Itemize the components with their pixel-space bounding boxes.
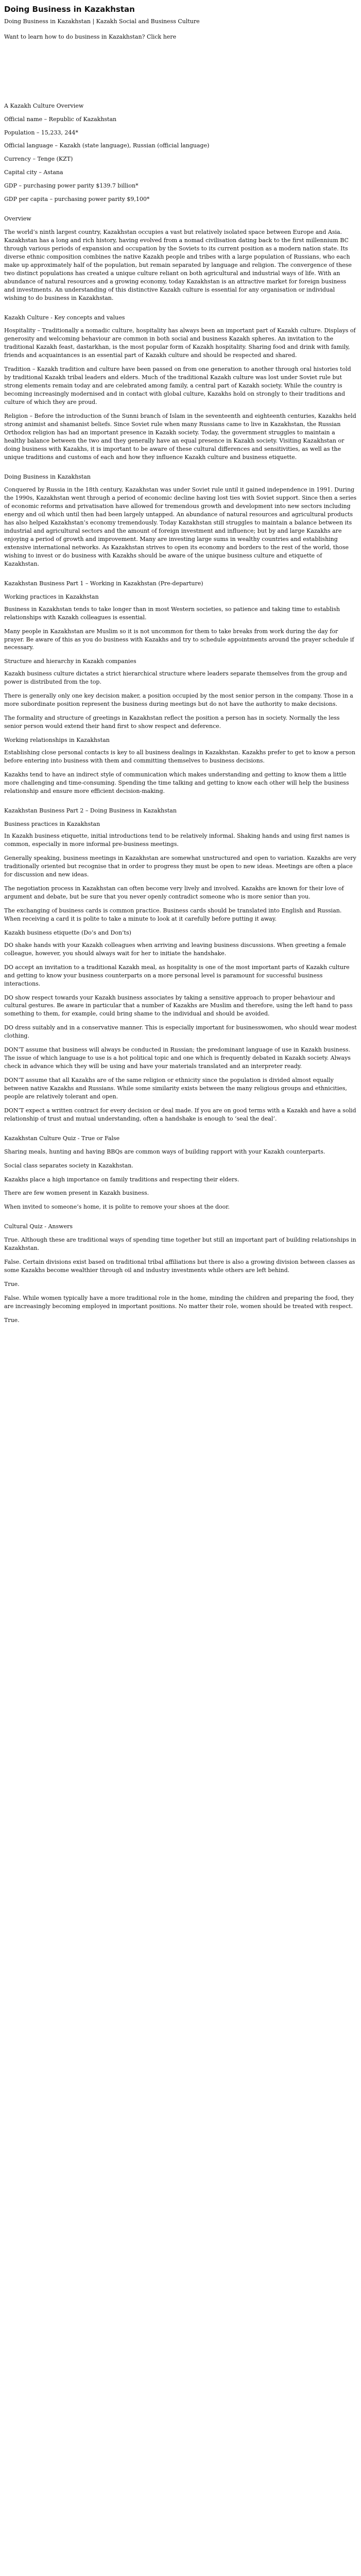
paragraph: Tradition – Kazakh tradition and culture have been passed on from one generation to another through oral histories told by traditional Kazakh tribal leaders and elders. Much of the traditional Kazakh culture was lost under Soviet rule but strong elements remain today and are celebrated among family, a central part of Kazakh society. While the country is becoming increasingly modernised and in contact with global culture, Kazakhs hold on strongly to their traditions and culture of which they are proud. <box>4 366 351 405</box>
overview-item: Official name – Republic of Kazakhstan <box>4 115 117 123</box>
doing-business-section <box>4 473 357 568</box>
paragraph: DO shake hands with your Kazakh colleagues when arriving and leaving business discussions. When greeting a female colleague, however, you should always wait for her to initiate the handshake. <box>4 941 346 957</box>
paragraph: In Kazakh business etiquette, initial introductions tend to be relatively informal. Shaking hands and using first names is common, especially in more informal pre-business meetings. <box>4 833 350 848</box>
answer-item: False. Certain divisions exist based on traditional tribal affiliations but there is also a growing division between classes as some Kazakhs become wealthier through oil and industry investments while others are left behind. <box>4 1259 355 1274</box>
paragraph: Many people in Kazakhstan are Muslim so it is not uncommon for them to take breaks from work during the day for prayer. Be aware of this as you do business with Kazakhs and try to schedule appointments around the prayer schedule if necessary. <box>4 628 354 651</box>
paragraph: DO accept an invitation to a traditional Kazakh meal, as hospitality is one of the most important parts of Kazakh culture and getting to know your business counterparts on a more personal level is paramount for successful business interactions. <box>4 963 350 987</box>
paragraph: Hospitality – Traditionally a nomadic culture, hospitality has always been an important part of Kazakh culture. Displays of generosity and welcoming behaviour are common in both social and business Kazakh spheres. An invitation to the traditional Kazakh feast, dastarkhan, is the most popular form of Kazakh hospitality. Sharing food and drink with family, friends and acquaintances is an essential part of Kazakh culture and should be respected and shared. <box>4 327 356 359</box>
answer-item: True. <box>4 1281 20 1287</box>
part2-section <box>4 807 357 1123</box>
paragraph: DO show respect towards your Kazakh business associates by taking a sensitive approach to proper behaviour and cultural gestures. Be aware in particular that a number of Kazakhs are Muslim and therefore, using the left hand to pass something to them, for example, could bring shame to the individual and should be avoided. <box>4 994 353 1018</box>
paragraph: DON’T expect a written contract for every decision or deal made. If you are on good terms with a Kazakh and have a solid relationship of trust and mutual understanding, often a handshake is enough to ‘seal the deal’. <box>4 1107 356 1122</box>
paragraph: The exchanging of business cards is common practice. Business cards should be translated into English and Russian. When receiving a card it is polite to take a minute to look at it carefully before putting it away. <box>4 907 342 922</box>
part1-section <box>4 580 357 795</box>
quiz-item: Kazakhs place a high importance on family traditions and respecting their elders. <box>4 1176 239 1183</box>
subsection-heading: Working relationships in Kazakhstan <box>4 736 110 743</box>
quiz-item: There are few women present in Kazakh business. <box>4 1190 149 1197</box>
page-title: Doing Business in Kazakhstan <box>4 5 135 14</box>
overview-item: GDP per capita – purchasing power parity $9,100* <box>4 196 150 203</box>
doing-business-paragraphs <box>4 486 357 568</box>
subsection-heading: Business practices in Kazakhstan <box>4 820 100 827</box>
culture-overview-list <box>4 102 357 204</box>
answer-item: True. <box>4 1316 20 1324</box>
answers-title: Cultural Quiz - Answers <box>4 1223 73 1230</box>
paragraph: Establishing close personal contacts is key to all business dealings in Kazakhstan. Kazakhs prefer to get to know a person before entering into business with them and committing themselves to business decisions. <box>4 749 356 764</box>
answer-items <box>4 1236 357 1325</box>
subsection-heading: Working practices in Kazakhstan <box>4 593 99 600</box>
answer-item: False. While women typically have a more traditional role in the home, minding the children and preparing the food, they are increasingly becoming employed in important positions. No matter their role, women should be treated with respect. <box>4 1294 354 1310</box>
overview-items <box>4 115 357 204</box>
overview-list-title: A Kazakh Culture Overview <box>4 102 84 109</box>
subsection-heading: Kazakh business etiquette (Do’s and Don’ts) <box>4 929 131 936</box>
overview-paragraphs <box>4 228 357 302</box>
overview-item: Population – 15,233, 244* <box>4 129 78 136</box>
quiz-item: When invited to someone’s home, it is polite to remove your shoes at the door. <box>4 1204 230 1211</box>
paragraph: DON’T assume that all Kazakhs are of the same religion or ethnicity since the population is divided almost equally between native Kazakhs and Russians. While some similarity exists between the many religious groups and ethnicities, people are relatively tolerant and open. <box>4 1077 347 1100</box>
part1-subsections <box>4 593 357 795</box>
quiz-title: Kazakhstan Culture Quiz - True or False <box>4 1134 120 1142</box>
overview-item: Capital city – Astana <box>4 169 63 176</box>
paragraph: Kazakh business culture dictates a strict hierarchical structure where leaders separate themselves from the group and power is distributed from the top. <box>4 670 347 686</box>
answer-item: True. Although these are traditional ways of spending time together but still an important part of building relationships in Kazakhstan. <box>4 1236 356 1252</box>
overview-section-title: Overview <box>4 215 31 223</box>
page-subtitle: Doing Business in Kazakhstan | Kazakh Social and Business Culture <box>4 18 200 25</box>
paragraph: Conquered by Russia in the 18th century, Kazakhstan was under Soviet rule until it gained independence in 1991. During the 1990s, Kazakhstan went through a period of economic decline having lost ties with Soviet support. Since then a series of economic reforms and privatisation have allowed for tremendous growth and development into new sectors including energy and oil which until then had been largely untapped. An abundance of natural resources and agricultural products has also helped Kazakhstan’s economy tremendously. Today Kazakhstan still struggles to maintain a balance between its industrial and agricultural sectors and the amount of foreign investment and influence; but by and large Kazakhs are enjoying a period of growth and improvement. Many are investing large sums in wealthy countries and establishing extensive international networks. As Kazakhstan strives to open its economy and borders to the rest of the world, those wishing to invest or do business with Kazakhs should be aware of the unique business culture and etiquette of Kazakhstan. <box>4 486 357 567</box>
paragraph: Religion – Before the introduction of the Sunni branch of Islam in the seventeenth and eighteenth centuries, Kazakhs held strong animist and shamanist beliefs. Since Soviet rule when many Russians came to live in Kazakhstan, the Russian Orthodox religion has had an important presence in Kazakh society. Today, the government struggles to maintain a healthy balance between the two and they generally have an equal presence in Kazakh society. Visiting Kazakhstan or doing business with Kazakhs, it is important to be aware of these cultural differences and sensitivities, as well as the unique traditions and customs of each and how they influence Kazakh culture and business etiquette. <box>4 412 356 461</box>
paragraph: The formality and structure of greetings in Kazakhstan reflect the position a person has in society. Normally the less senior person would extend their hand first to show respect and deference. <box>4 715 340 730</box>
quiz-item: Sharing meals, hunting and having BBQs are common ways of building rapport with your Kazakh counterparts. <box>4 1148 325 1155</box>
part2-subsections <box>4 820 357 1123</box>
key-concepts-paragraphs <box>4 327 357 461</box>
paragraph: There is generally only one key decision maker, a position occupied by the most senior person in the company. Those in a more subordinate position represent the business during meetings but do not have the authority to make decisions. <box>4 692 353 708</box>
overview-section <box>4 215 357 302</box>
paragraph: Business in Kazakhstan tends to take longer than in most Western societies, so patience and taking time to establish relationships with Kazakh colleagues is essential. <box>4 605 340 621</box>
paragraph: The world’s ninth largest country, Kazakhstan occupies a vast but relatively isolated space between Europe and Asia. Kazakhstan has a long and rich history, having evolved from a nomad civilisation dating back to the first millennium BC through various periods of expansion and occupation by the Soviets to its current position as a modern nation state. Its diverse ethnic composition combines the native Kazakh people and tribes with a large population of Russians, who each make up approximately half of the population, but remain separated by language and religion. The convergence of these two distinct populations has created a unique culture reliant on both agricultural and industrial ways of life. With an abundance of natural resources and a growing economy, today Kazakhstan is an attractive market for foreign business and investments. An understanding of this distinctive Kazakh culture is essential for any organisation or individual wishing to do business in Kazakhstan. <box>4 229 352 301</box>
intro-line <box>4 33 357 41</box>
part2-title: Kazakhstan Business Part 2 – Doing Business in Kazakhstan <box>4 807 177 814</box>
paragraph: DO dress suitably and in a conservative manner. This is especially important for businesswomen, who should wear modest clothing. <box>4 1024 357 1040</box>
paragraph: Generally speaking, business meetings in Kazakhstan are somewhat unstructured and open to variation. Kazakhs are very traditionally oriented but recognise that in order to progress they must be open to new ideas. Meetings are often a place for discussion and new ideas. <box>4 855 356 878</box>
overview-item: Currency – Tenge (KZT) <box>4 156 73 163</box>
quiz-items <box>4 1148 357 1212</box>
quiz-item: Social class separates society in Kazakhstan. <box>4 1162 133 1169</box>
intro-link[interactable]: Want to learn how to do business in Kazakhstan? Click here <box>4 33 177 40</box>
paragraph: DON’T assume that business will always be conducted in Russian; the predominant language of use in Kazakh business. The issue of which language to use is a hot political topic and one which is frequently debated in Kazakh society. Always check in advance which they will be using and have your materials translated and an interpreter ready. <box>4 1046 351 1070</box>
doing-business-title: Doing Business in Kazakhstan <box>4 473 91 480</box>
overview-item: GDP – purchasing power parity $139.7 billion* <box>4 182 139 190</box>
part1-title: Kazakhstan Business Part 1 – Working in Kazakhstan (Pre-departure) <box>4 580 203 587</box>
paragraph: Kazakhs tend to have an indirect style of communication which makes understanding and getting to know them a little more challenging and time-consuming. Spending the time talking and getting to know each other will help the business relationship and ensure more efficient decision-making. <box>4 771 349 794</box>
overview-item: Official language – Kazakh (state language), Russian (official language) <box>4 142 210 149</box>
quiz-section <box>4 1134 357 1212</box>
subsection-heading: Structure and hierarchy in Kazakh companies <box>4 658 136 665</box>
key-concepts-section <box>4 314 357 462</box>
key-concepts-title: Kazakh Culture - Key concepts and values <box>4 314 125 321</box>
paragraph: The negotiation process in Kazakhstan can often become very lively and involved. Kazakhs are known for their love of argument and debate, but be sure that you never openly contradict someone who is more senior than you. <box>4 885 344 901</box>
answers-section <box>4 1223 357 1324</box>
